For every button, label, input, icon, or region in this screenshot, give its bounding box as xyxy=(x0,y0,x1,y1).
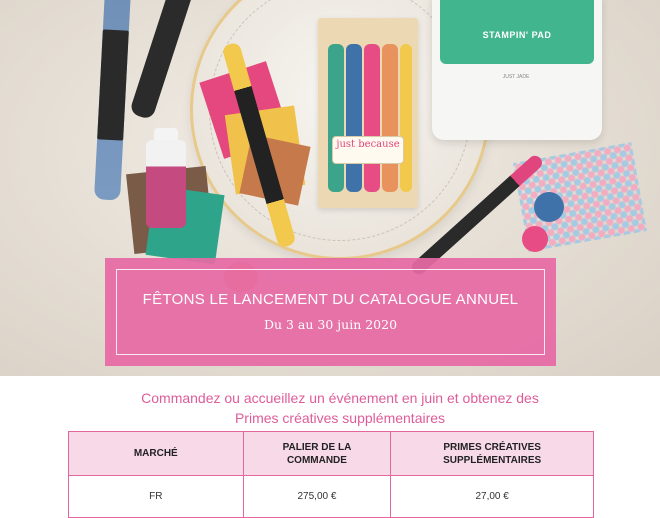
stamp-pad-info: JUST JADE xyxy=(502,74,530,80)
table-row xyxy=(69,476,594,518)
header-order-tier-line-1: PALIER DE LA xyxy=(282,441,352,453)
marker-band xyxy=(97,29,129,140)
tag-strip-blue xyxy=(346,44,362,192)
banner-dates: Du 3 au 30 juin 2020 xyxy=(263,317,398,332)
tag-label: just because xyxy=(332,136,404,164)
stamp-pad-brand: STAMPIN' PAD xyxy=(482,30,552,40)
tag-strip-green xyxy=(328,44,344,192)
bonus-table xyxy=(68,431,594,518)
flower-blue xyxy=(534,192,564,222)
cell-market: FR xyxy=(69,476,244,518)
cell-bonus: 27,00 € xyxy=(391,476,594,518)
intro-line-1: Commandez ou accueillez un événement en juin et obtenez des xyxy=(141,390,539,406)
tag-strip-pink xyxy=(364,44,380,192)
banner-frame xyxy=(116,269,545,355)
tag-strip-orange xyxy=(382,44,398,192)
intro-line-2: Primes créatives supplémentaires xyxy=(234,410,446,426)
header-market-label: MARCHÉ xyxy=(133,448,178,459)
cell-order-tier: 275,00 € xyxy=(243,476,391,518)
header-market xyxy=(69,432,244,476)
tag-strip-yellow xyxy=(400,44,412,192)
header-order-tier xyxy=(243,432,391,476)
black-marker xyxy=(129,0,195,120)
stamp-pad xyxy=(432,0,602,140)
header-bonus-line-1: PRIMES CRÉATIVES xyxy=(443,441,541,453)
ink-bottle xyxy=(146,140,186,228)
intro-text xyxy=(60,388,620,428)
table-header-row xyxy=(69,432,594,476)
stamp-pad-lid xyxy=(440,0,594,64)
promo-banner xyxy=(105,258,556,366)
banner-title: FÊTONS LE LANCEMENT DU CATALOGUE ANNUEL xyxy=(142,291,519,308)
header-bonus xyxy=(391,432,594,476)
flower-pink xyxy=(522,226,548,252)
header-order-tier-line-2: COMMANDE xyxy=(286,454,347,466)
gift-tag xyxy=(318,18,418,208)
blue-marker xyxy=(94,0,132,201)
header-bonus-line-2: SUPPLÉMENTAIRES xyxy=(443,454,542,466)
